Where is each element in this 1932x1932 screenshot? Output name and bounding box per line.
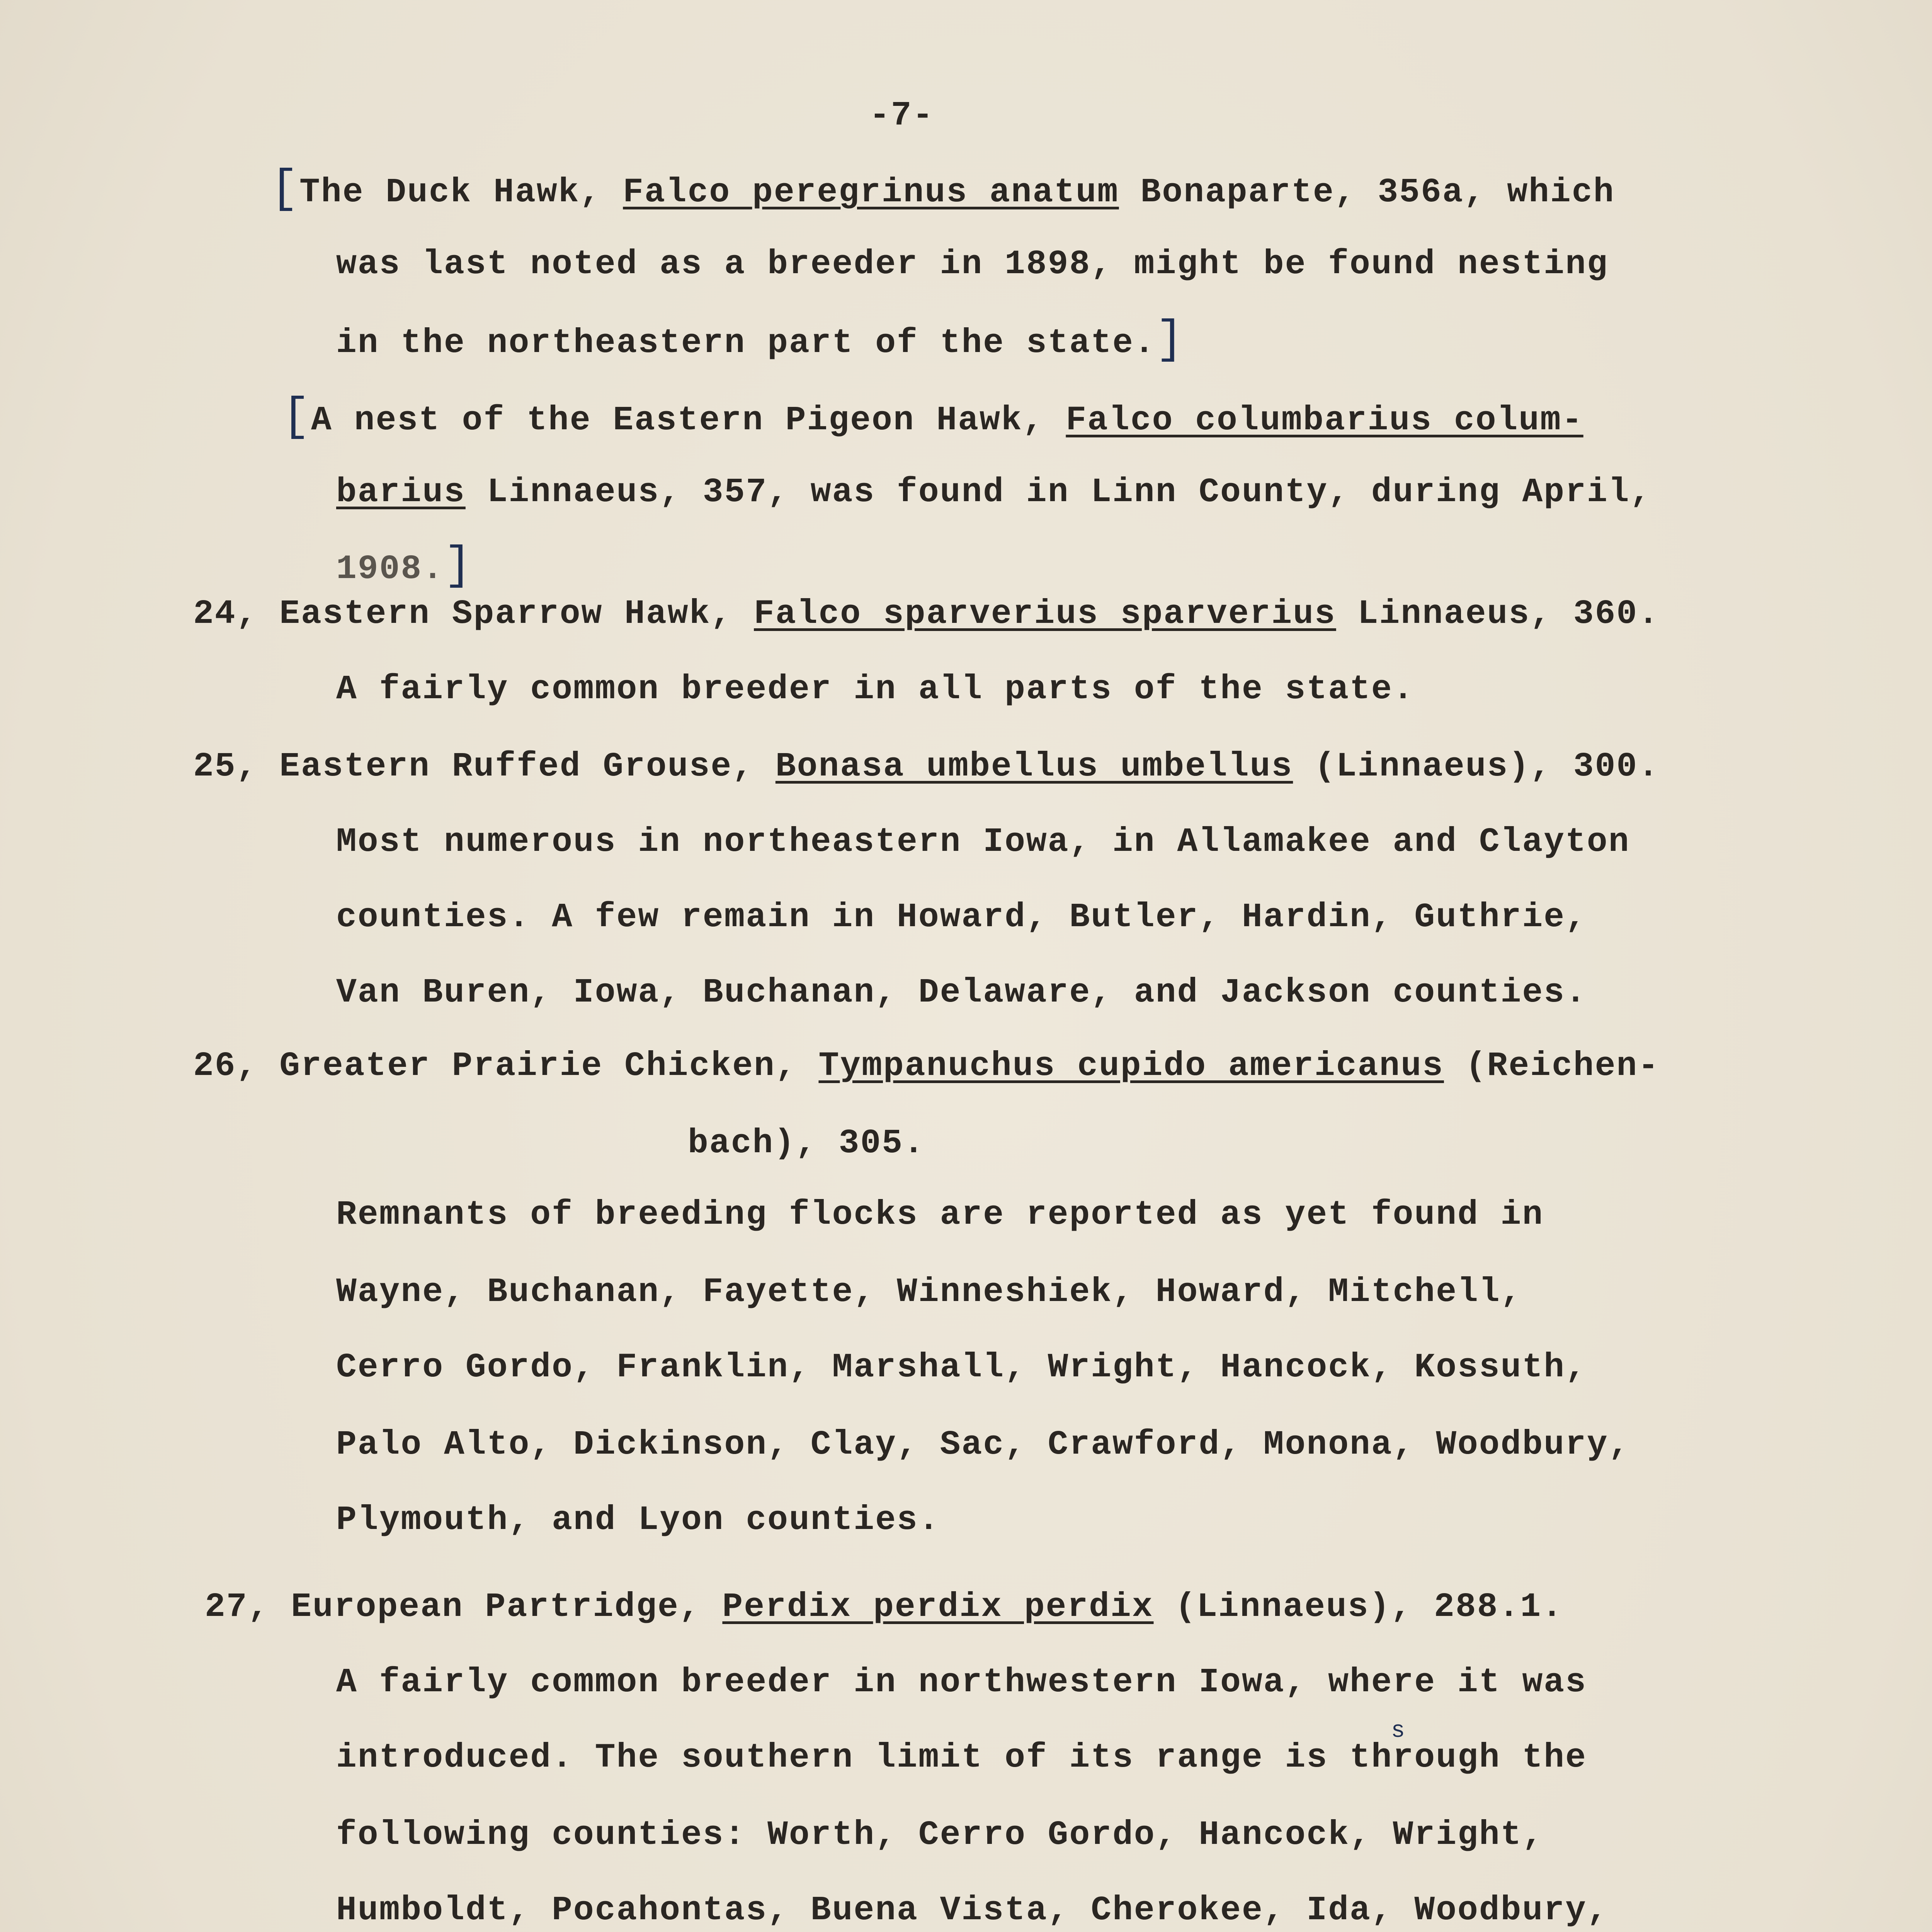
text-line: Cerro Gordo, Franklin, Marshall, Wright, Hancock, Kossuth, xyxy=(336,1349,1587,1387)
bracket-mark: [ xyxy=(270,163,300,216)
entry-heading: 26, Greater Prairie Chicken, Tympanuchus cupido americanus (Reichen- xyxy=(193,1047,1660,1085)
handwritten-correction: s xyxy=(1391,1718,1406,1744)
text-line: Most numerous in northeastern Iowa, in Allamakee and Clayton xyxy=(336,823,1630,861)
species-name: Bonasa umbellus umbellus xyxy=(775,748,1293,786)
text-line: bach), 305. xyxy=(688,1124,925,1163)
text-line: barius Linnaeus, 357, was found in Linn County, during April, xyxy=(336,473,1652,512)
text-line: following counties: Worth, Cerro Gordo, Hancock, Wright, xyxy=(336,1816,1544,1854)
page-number: -7- xyxy=(869,97,934,135)
text-line: [A nest of the Eastern Pigeon Hawk, Falco columbarius colum- xyxy=(282,391,1583,444)
text-line: Plymouth, and Lyon counties. xyxy=(336,1501,940,1539)
text-line: Remnants of breeding flocks are reported as yet found in xyxy=(336,1196,1544,1234)
entry-heading: 24, Eastern Sparrow Hawk, Falco sparverius sparverius Linnaeus, 360. xyxy=(193,595,1660,633)
text-line: introduced. The southern limit of its range is through the xyxy=(336,1739,1587,1777)
bracket-mark: ] xyxy=(1155,314,1185,366)
text-line: Humboldt, Pocahontas, Buena Vista, Cherokee, Ida, Woodbury, xyxy=(336,1891,1609,1930)
species-name: Perdix perdix perdix xyxy=(722,1588,1154,1626)
text-line: counties. A few remain in Howard, Butler, Hardin, Guthrie, xyxy=(336,898,1587,937)
text-line: was last noted as a breeder in 1898, might be found nesting xyxy=(336,245,1609,284)
bracket-mark: [ xyxy=(282,391,311,444)
text-line: [The Duck Hawk, Falco peregrinus anatum Bonaparte, 356a, which xyxy=(270,163,1615,216)
text-line: in the northeastern part of the state.] xyxy=(336,314,1185,366)
text-line: A fairly common breeder in northwestern Iowa, where it was xyxy=(336,1663,1587,1702)
bracket-mark: ] xyxy=(444,540,473,592)
text-line: Van Buren, Iowa, Buchanan, Delaware, and Jackson counties. xyxy=(336,974,1587,1012)
species-name: Tympanuchus cupido americanus xyxy=(818,1047,1444,1085)
text-line: Wayne, Buchanan, Fayette, Winneshiek, Howard, Mitchell, xyxy=(336,1273,1522,1311)
text-line: 1908.] xyxy=(336,540,473,592)
species-name: Falco sparverius sparverius xyxy=(754,595,1336,633)
species-name: Falco peregrinus anatum xyxy=(623,173,1119,212)
text-line: Palo Alto, Dickinson, Clay, Sac, Crawford, Monona, Woodbury, xyxy=(336,1426,1630,1464)
species-name: barius xyxy=(336,473,466,512)
species-name: Falco columbarius colum- xyxy=(1066,401,1583,440)
entry-heading: 27, European Partridge, Perdix perdix perdix (Linnaeus), 288.1. xyxy=(205,1588,1563,1626)
text-line: A fairly common breeder in all parts of the state. xyxy=(336,670,1415,709)
entry-heading: 25, Eastern Ruffed Grouse, Bonasa umbellus umbellus (Linnaeus), 300. xyxy=(193,748,1660,786)
